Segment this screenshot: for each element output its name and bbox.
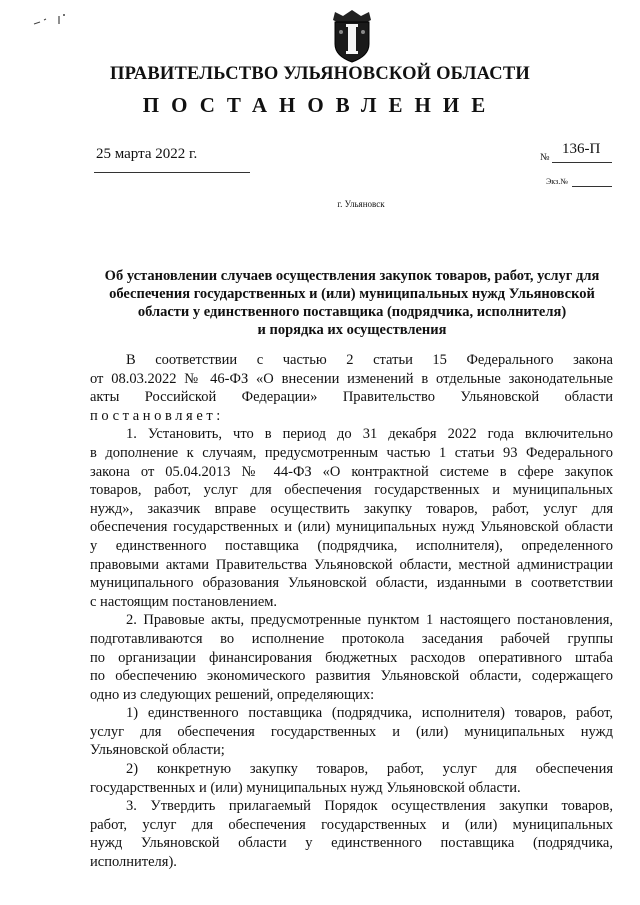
body-line: услуг для обеспечения государственных и (или) муниципальных нужд <box>90 723 613 740</box>
copy-number-label: Экз.№ <box>546 177 568 186</box>
body-line: 1. Установить, что в период до 31 декабря 2022 года включительно <box>126 426 613 443</box>
body-line: В соответствии с частью 2 статьи 15 Федерального закона <box>126 352 613 368</box>
body-line: 3. Утвердить прилагаемый Порядок осуществления закупки товаров, <box>126 798 613 815</box>
body-line: обеспечения государственных и (или) муниципальных нужд Ульяновской области <box>90 519 613 536</box>
number-sign: № <box>540 152 550 163</box>
document-type-title: ПОСТАНОВЛЕНИЕ <box>142 93 498 117</box>
body-line: акты Российской Федерации» Правительство Ульяновской области <box>90 389 613 406</box>
body-line: по организации финансирования бюджетных расходов оперативного штаба <box>90 649 613 666</box>
body-line: у единственного поставщика (подрядчика, исполнителя), определенного <box>90 537 613 554</box>
heading-line: обеспечения государственных и (или) муниципальных нужд Ульяновской <box>109 286 595 302</box>
body-line: нужд», заказчик вправе осуществить закупку товаров, работ, услуг для <box>90 500 613 517</box>
body-line: от 08.03.2022 № 46-ФЗ «О внесении изменений в отдельные законодательные <box>90 370 613 387</box>
body-line: 2. Правовые акты, предусмотренные пунктом 1 настоящего постановления, <box>126 612 613 629</box>
body-line-decree-word: постановляет: <box>90 407 224 424</box>
decree-date: 25 марта 2022 г. <box>96 146 198 162</box>
body-line: одно из следующих решений, определяющих: <box>90 686 375 703</box>
government-title: ПРАВИТЕЛЬСТВО УЛЬЯНОВСКОЙ ОБЛАСТИ <box>110 64 530 84</box>
body-line: нужд Ульяновской области у единственного поставщика (подрядчика, <box>90 835 613 852</box>
body-line: товаров, работ, услуг для обеспечения государственных и муниципальных <box>90 482 613 499</box>
city-name: г. Ульяновск <box>337 199 385 209</box>
scan-marks <box>32 10 82 30</box>
decree-body <box>90 351 613 872</box>
body-line: с настоящим постановлением. <box>90 593 278 610</box>
date-underline <box>94 172 250 173</box>
body-line: закона от 05.04.2013 № 44-ФЗ «О контрактной системе в сфере закупок <box>90 463 613 480</box>
body-line: исполнителя). <box>90 854 177 871</box>
number-underline <box>552 162 612 163</box>
coat-of-arms-emblem <box>327 8 377 64</box>
body-line: по обеспечению экономического развития Ульяновской области, содержащего <box>90 668 613 685</box>
heading-line: области у единственного поставщика (подрядчика, исполнителя) <box>137 304 567 320</box>
body-line: подготавливаются во исполнение протокола заседания рабочей группы <box>90 630 613 647</box>
body-line: 2) конкретную закупку товаров, работ, услуг для обеспечения <box>126 761 613 778</box>
body-line: работ, услуг для обеспечения государственных и (или) муниципальных <box>90 816 613 833</box>
decree-number: 136-П <box>562 141 601 157</box>
heading-line: Об установлении случаев осуществления закупок товаров, работ, услуг для <box>104 268 600 284</box>
body-line: муниципального образования Ульяновской области, изданными в соответствии <box>90 575 613 592</box>
body-line: правовыми актами Правительства Ульяновской области, местной администрации <box>90 556 613 573</box>
body-line: в дополнение к случаям, предусмотренным частью 1 статьи 93 Федерального <box>90 444 613 461</box>
decree-heading <box>88 267 616 339</box>
copy-number-underline <box>572 186 612 187</box>
heading-line: и порядка их осуществления <box>257 322 447 338</box>
body-line: государственных и (или) муниципальных нужд Ульяновской области. <box>90 779 521 796</box>
body-line: Ульяновской области; <box>90 742 225 759</box>
body-line: 1) единственного поставщика (подрядчика, исполнителя) товаров, работ, <box>126 705 613 722</box>
